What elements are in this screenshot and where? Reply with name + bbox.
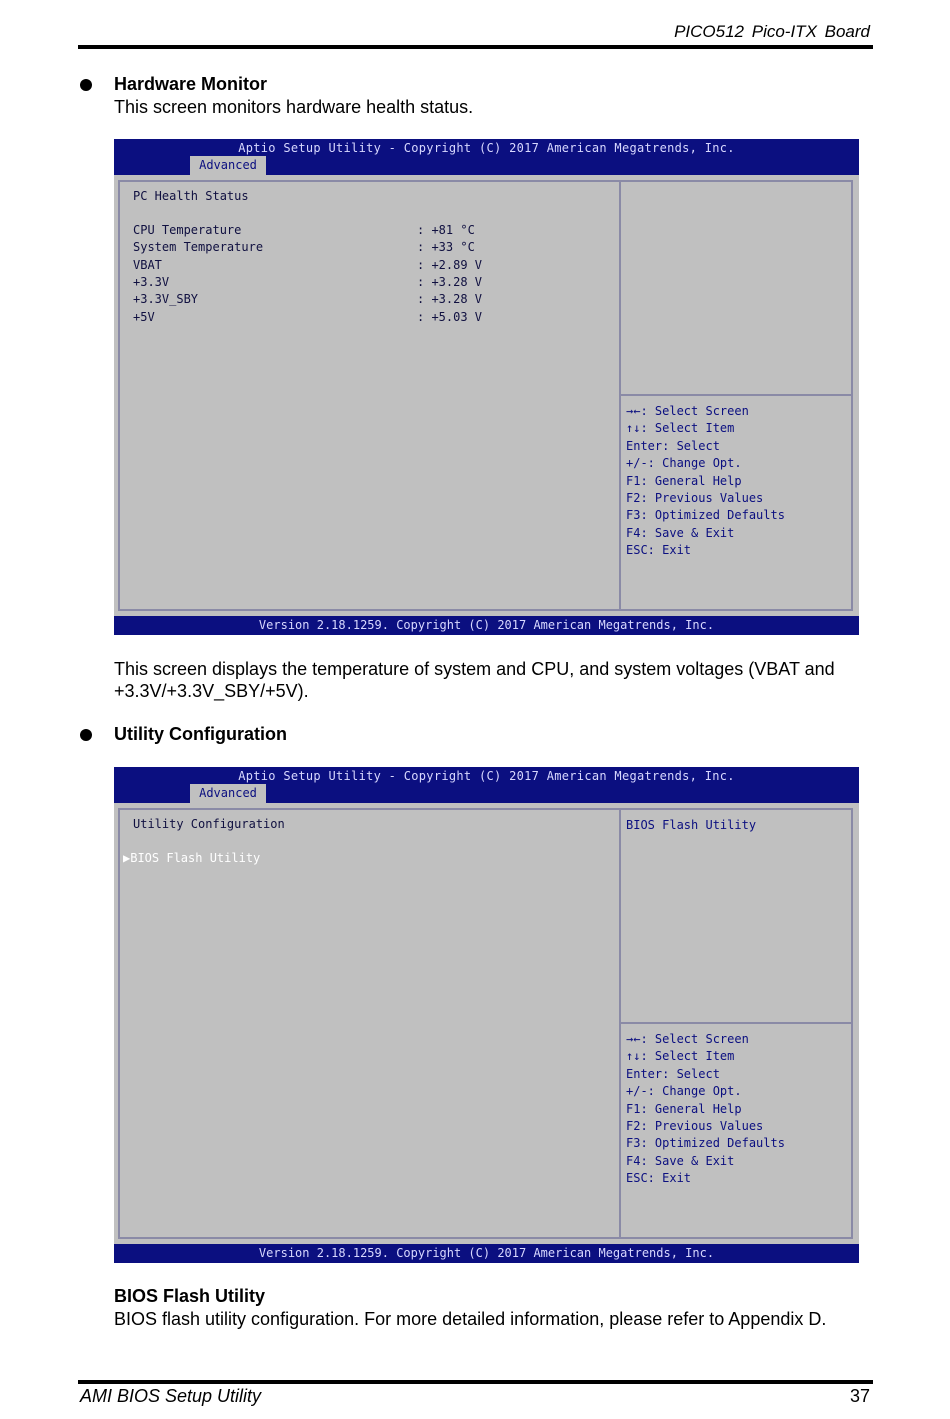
bios-screenshot-utility-configuration [114,767,859,1263]
section-subtitle: This screen monitors hardware health status. [114,97,474,117]
section-description: This screen displays the temperature of system and CPU, and system voltages (VBAT and [114,659,835,679]
bios-divider [619,1022,853,1024]
bios-tab-advanced[interactable]: Advanced [190,784,266,803]
section-title-utility-configuration: Utility Configuration [114,724,287,744]
section-title-bios-flash-utility: BIOS Flash Utility [114,1286,266,1306]
bios-help-line: +/-: Change Opt. [626,456,742,470]
bios-row-label: VBAT [133,258,162,272]
bios-help-line: →←: Select Screen [626,404,749,418]
bios-help-line: F1: General Help [626,1102,742,1116]
bios-row-value: : +5.03 V [417,310,483,324]
bios-row-value: : +2.89 V [417,258,483,272]
bios-row-label: +3.3V [133,275,170,289]
bios-title-text: Aptio Setup Utility - Copyright (C) 2017 American Megatrends, Inc. [238,141,735,155]
bios-row-label: +5V [133,310,155,324]
footer-title: AMI BIOS Setup Utility [80,1386,262,1406]
bullet-icon [80,79,92,91]
bullet-icon [80,729,92,741]
bios-page-title: PC Health Status [133,189,249,203]
bios-help-line: Enter: Select [626,1067,720,1081]
bios-help-line: F4: Save & Exit [626,1154,735,1168]
bios-tab-advanced[interactable]: Advanced [190,156,266,175]
page-number: 37 [849,1386,870,1406]
bios-help-line: F4: Save & Exit [626,526,735,540]
bios-help-line: F3: Optimized Defaults [626,508,785,522]
bios-item-help: BIOS Flash Utility [626,818,757,832]
bios-help-line: F2: Previous Values [626,491,764,505]
bios-help-line: F1: General Help [626,474,742,488]
bios-menu-item-bios-flash-utility[interactable]: ▶BIOS Flash Utility [123,851,261,865]
bios-row-label: CPU Temperature [133,223,242,237]
bios-help-line: ↑↓: Select Item [626,1049,735,1063]
bios-help-line: ESC: Exit [626,1171,692,1185]
bios-divider [619,394,853,396]
bios-version-bar: Version 2.18.1259. Copyright (C) 2017 American Megatrends, Inc. [114,1244,859,1263]
bios-row-label: System Temperature [133,240,264,254]
bios-page-title: Utility Configuration [133,817,285,831]
bios-help-line: F2: Previous Values [626,1119,764,1133]
bios-help-line: ↑↓: Select Item [626,421,735,435]
bios-row-value: : +3.28 V [417,292,483,306]
bios-title-text: Aptio Setup Utility - Copyright (C) 2017 American Megatrends, Inc. [238,769,735,783]
document-header-title: PICO512 Pico-ITX Board [674,22,870,41]
section-description: BIOS flash utility configuration. For more detailed information, please refer to Appendix D. [114,1309,827,1329]
bios-screenshot-hardware-monitor [114,139,859,635]
bios-row-label: +3.3V_SBY [133,292,199,306]
bios-row-value: : +81 °C [417,223,475,237]
bios-help-line: +/-: Change Opt. [626,1084,742,1098]
bios-help-line: F3: Optimized Defaults [626,1136,785,1150]
section-title-hardware-monitor: Hardware Monitor [114,74,268,94]
footer-rule [78,1380,873,1384]
bios-row-value: : +3.28 V [417,275,483,289]
bios-row-value: : +33 °C [417,240,475,254]
section-description: +3.3V/+3.3V_SBY/+5V). [114,681,309,701]
bios-version-bar: Version 2.18.1259. Copyright (C) 2017 American Megatrends, Inc. [114,616,859,635]
bios-help-line: ESC: Exit [626,543,692,557]
header-rule [78,45,873,49]
bios-help-line: Enter: Select [626,439,720,453]
bios-help-line: →←: Select Screen [626,1032,749,1046]
